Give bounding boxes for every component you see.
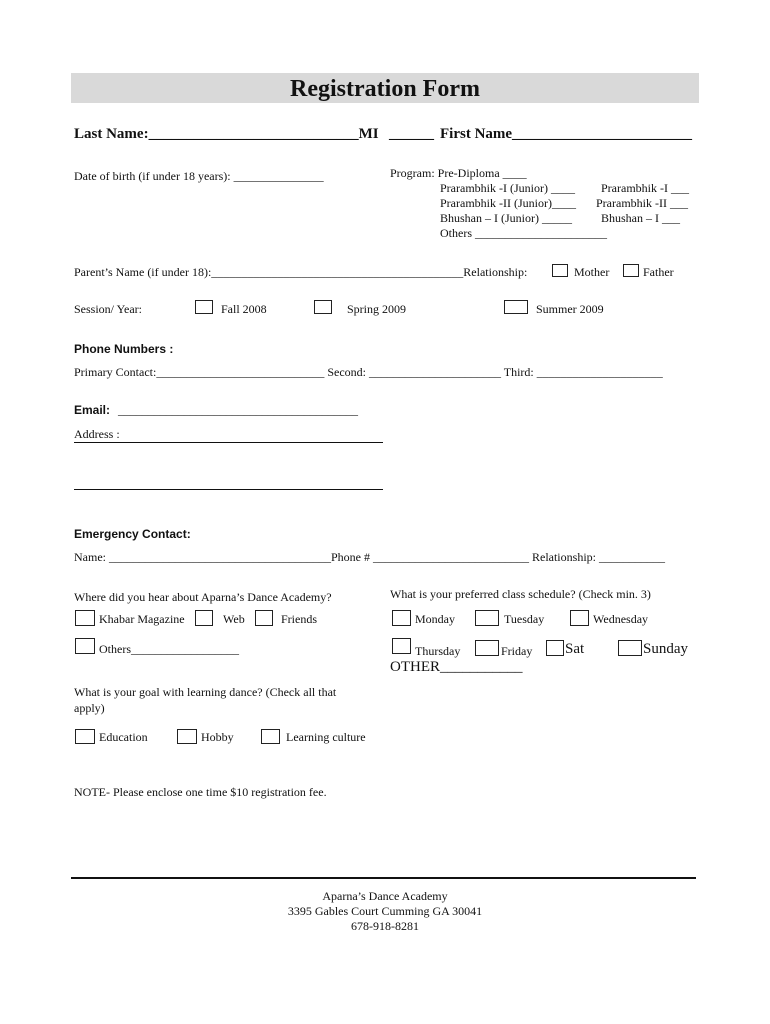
wednesday-checkbox[interactable] <box>570 610 589 626</box>
hear-question: Where did you hear about Aparna’s Dance Academy? <box>74 590 332 604</box>
email-heading: Email: <box>74 403 111 417</box>
program-bhushan-1[interactable]: Bhushan – I ___ <box>601 211 680 225</box>
program-prarambhik-2-junior[interactable]: Prarambhik -II (Junior)____ <box>440 196 576 210</box>
page-title: Registration Form <box>290 76 480 102</box>
mi-field[interactable]: ______ <box>389 126 434 142</box>
father-label: Father <box>643 265 674 279</box>
monday-label: Monday <box>415 612 455 626</box>
tuesday-label: Tuesday <box>504 612 545 626</box>
others-checkbox[interactable] <box>75 638 95 654</box>
emergency-fields[interactable]: Name: _____________________________________Phone # __________________________ Relationship: ___________ <box>74 550 665 564</box>
email-field[interactable]: ________________________________________ <box>118 403 358 417</box>
summer-2009-checkbox[interactable] <box>504 300 528 314</box>
friday-label: Friday <box>501 644 533 658</box>
session-label: Session/ Year: <box>74 302 143 316</box>
khabar-checkbox[interactable] <box>75 610 95 626</box>
phone-fields[interactable]: Primary Contact:____________________________ Second: ______________________ Third: _____________________ <box>74 365 663 379</box>
program-prarambhik-2[interactable]: Prarambhik -II ___ <box>596 196 688 210</box>
fee-note: NOTE- Please enclose one time $10 registration fee. <box>74 785 327 799</box>
monday-checkbox[interactable] <box>392 610 411 626</box>
father-checkbox[interactable] <box>623 264 639 277</box>
address-label: Address : <box>74 427 120 441</box>
tuesday-checkbox[interactable] <box>475 610 499 626</box>
fall-2008-label: Fall 2008 <box>221 302 267 316</box>
thursday-checkbox[interactable] <box>392 638 411 654</box>
schedule-other-field[interactable]: OTHER___________ <box>390 659 523 675</box>
mother-checkbox[interactable] <box>552 264 568 277</box>
hobby-label: Hobby <box>201 730 234 744</box>
khabar-label: Khabar Magazine <box>99 612 185 626</box>
sunday-label: Sunday <box>643 641 688 657</box>
phone-heading: Phone Numbers : <box>74 342 174 356</box>
last-name-field[interactable]: Last Name:____________________________MI <box>74 126 379 142</box>
web-checkbox[interactable] <box>195 610 213 626</box>
friday-checkbox[interactable] <box>475 640 499 656</box>
first-name-field[interactable]: First Name________________________ <box>440 126 693 142</box>
sat-label: Sat <box>565 641 585 657</box>
address-line-1[interactable] <box>74 442 383 443</box>
emergency-heading: Emergency Contact: <box>74 527 191 541</box>
footer-phone: 678-918-8281 <box>351 919 419 933</box>
spring-2009-label: Spring 2009 <box>347 302 407 316</box>
education-label: Education <box>99 730 148 744</box>
program-prarambhik-1-junior[interactable]: Prarambhik -I (Junior) ____ <box>440 181 575 195</box>
address-line-2[interactable] <box>74 489 383 490</box>
wednesday-label: Wednesday <box>593 612 649 626</box>
sunday-checkbox[interactable] <box>618 640 642 656</box>
summer-2009-label: Summer 2009 <box>536 302 604 316</box>
fall-2008-checkbox[interactable] <box>195 300 213 314</box>
goal-question-line-1: What is your goal with learning dance? (Check all that <box>74 685 337 699</box>
dob-field[interactable]: Date of birth (if under 18 years): _______________ <box>74 169 324 183</box>
education-checkbox[interactable] <box>75 729 95 744</box>
goal-question-line-2: apply) <box>74 701 105 715</box>
hobby-checkbox[interactable] <box>177 729 197 744</box>
others-field[interactable]: Others__________________ <box>99 642 239 656</box>
spring-2009-checkbox[interactable] <box>314 300 332 314</box>
learning-culture-checkbox[interactable] <box>261 729 280 744</box>
mother-label: Mother <box>574 265 610 279</box>
program-others[interactable]: Others ______________________ <box>440 226 607 240</box>
thursday-label: Thursday <box>415 644 461 658</box>
program-bhushan-1-junior[interactable]: Bhushan – I (Junior) _____ <box>440 211 572 225</box>
footer-divider <box>71 877 696 879</box>
friends-label: Friends <box>281 612 317 626</box>
sat-checkbox[interactable] <box>546 640 564 656</box>
schedule-question: What is your preferred class schedule? (Check min. 3) <box>390 587 651 601</box>
footer-address: 3395 Gables Court Cumming GA 30041 <box>287 904 483 918</box>
program-preddiploma[interactable]: Program: Pre-Diploma ____ <box>390 166 527 180</box>
program-prarambhik-1[interactable]: Prarambhik -I ___ <box>601 181 689 195</box>
web-label: Web <box>223 612 245 626</box>
parent-name-field[interactable]: Parent’s Name (if under 18):__________________________________________Relationship: <box>74 265 528 279</box>
footer-academy-name: Aparna’s Dance Academy <box>322 889 448 903</box>
friends-checkbox[interactable] <box>255 610 273 626</box>
learning-culture-label: Learning culture <box>286 730 366 744</box>
